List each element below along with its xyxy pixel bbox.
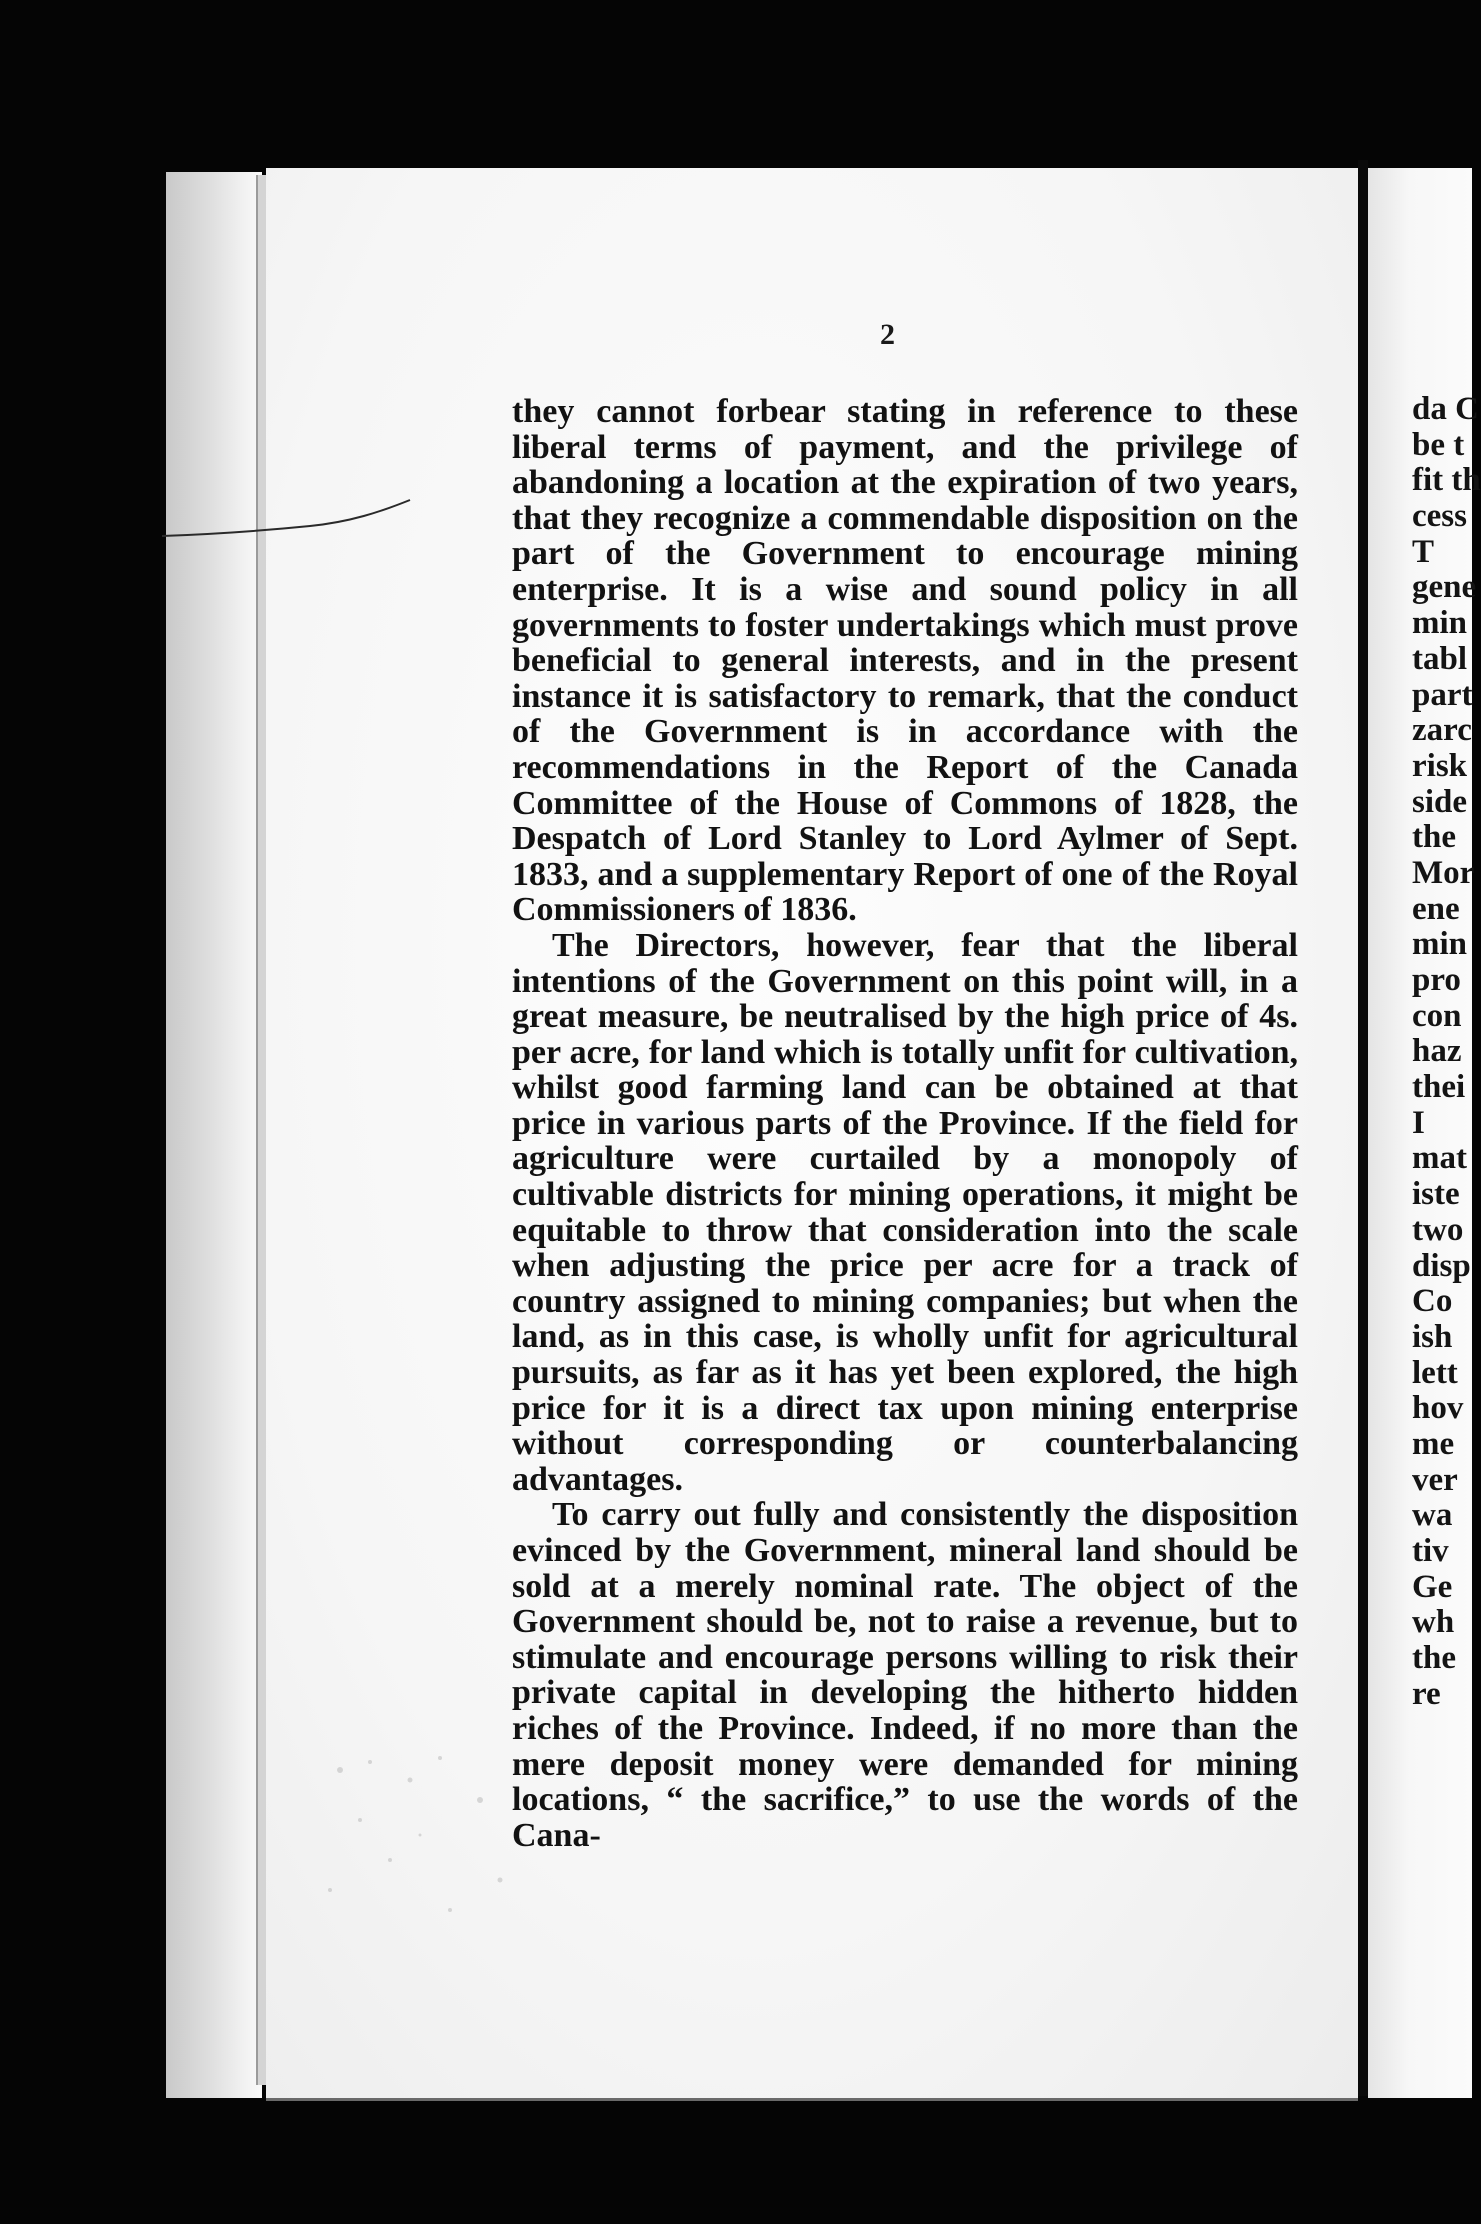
facing-page-line: T [1412, 533, 1435, 570]
facing-page-line: the [1412, 1640, 1456, 1677]
facing-page-line: cess [1412, 498, 1467, 535]
paragraph-2: The Directors, however, fear that the liberal intentions of the Government on this point will, in a great measure, be neutralised by the high price of 4s. per acre, for land which is totally unfit for cultivation, whilst good farming land can be obtained at that price in various parts of the Province. If the field for agriculture were curtailed by a monopoly of cultivable districts for mining operations, it might be equitable to throw that consideration into the scale when adjusting the price per acre for a track of country assigned to mining companies; but when the land, as in this case, is wholly unfit for agricultural pursuits, as far as it has yet been explored, the high price for it is a direct tax upon mining enterprise without corresponding or counterbalancing advantages. [512, 926, 1298, 1498]
facing-page-line: mat [1412, 1140, 1467, 1177]
facing-page-line: tabl [1412, 640, 1468, 677]
facing-page-line: wa [1412, 1497, 1453, 1534]
pencil-annotation-mark [160, 496, 412, 546]
facing-page-line: con [1412, 997, 1462, 1034]
facing-page-line: da C [1412, 391, 1479, 427]
facing-page-line: Mor [1412, 854, 1475, 891]
facing-page-line: lett [1412, 1354, 1458, 1391]
facing-page-line: gene [1412, 569, 1477, 606]
facing-page-line: ish [1412, 1318, 1453, 1355]
facing-page-line: two [1412, 1211, 1464, 1248]
facing-page-line: iste [1412, 1176, 1460, 1213]
facing-page-line: hov [1412, 1390, 1464, 1427]
facing-page-line: be t [1412, 426, 1465, 463]
facing-page-line: me [1412, 1425, 1455, 1462]
facing-page-text [1412, 392, 1481, 1712]
facing-page-line: the [1412, 819, 1456, 856]
facing-page-line: fit th [1412, 462, 1481, 499]
facing-page-line: Co [1412, 1283, 1453, 1320]
facing-page-line: Ge [1412, 1568, 1453, 1605]
facing-page-line: re [1412, 1675, 1441, 1712]
facing-page-line: min [1412, 605, 1468, 642]
facing-page-line: pro [1412, 962, 1461, 998]
paragraph-1: they cannot forbear stating in reference to these liberal terms of payment, and the privilege of abandoning a location at the expiration of two years, that they recognize a commendable disposition on the part of the Government to encourage mining enterprise. It is a wise and sound policy in all governments to foster undertakings which must prove beneficial to general interests, and in the present instance it is satisfactory to remark, that the conduct of the Government is in accordance with the recommendations in the Report of the Canada Committee of the House of Commons of 1828, the Despatch of Lord Stanley to Lord Aylmer of Sept. 1833, and a supplementary Report of one of the Royal Commissioners of 1836. [512, 393, 1298, 929]
facing-page-line: thei [1412, 1069, 1466, 1106]
binding-strip [166, 172, 262, 2098]
facing-page-line: tiv [1412, 1533, 1449, 1569]
facing-page-line: disp [1412, 1247, 1471, 1284]
facing-page-line: ene [1412, 890, 1460, 927]
facing-page [1368, 168, 1481, 2098]
facing-page-line: min [1412, 926, 1468, 963]
page-number: 2 [880, 318, 895, 351]
facing-page-line: part [1412, 676, 1473, 713]
facing-page-line: wh [1412, 1604, 1455, 1641]
page-body [512, 394, 1298, 1853]
facing-page-line: haz [1412, 1033, 1462, 1070]
facing-page-line: side [1412, 783, 1468, 820]
facing-page-line: I [1412, 1104, 1425, 1141]
facing-page-line: ver [1412, 1461, 1458, 1498]
facing-page-line: zarc [1412, 712, 1472, 749]
facing-page-line: risk [1412, 747, 1468, 784]
page-gutter [1358, 160, 1368, 2096]
paragraph-3: To carry out fully and consistently the disposition evinced by the Government, mineral land should be sold at a merely nominal rate. The object of the Government should be, not to raise a revenue, but to stimulate and encourage persons willing to risk their private capital in developing the hitherto hidden riches of the Province. Indeed, if no more than the mere deposit money were demanded for mining locations, “ the sacrifice,” to use the words of the Cana- [512, 1496, 1298, 1854]
